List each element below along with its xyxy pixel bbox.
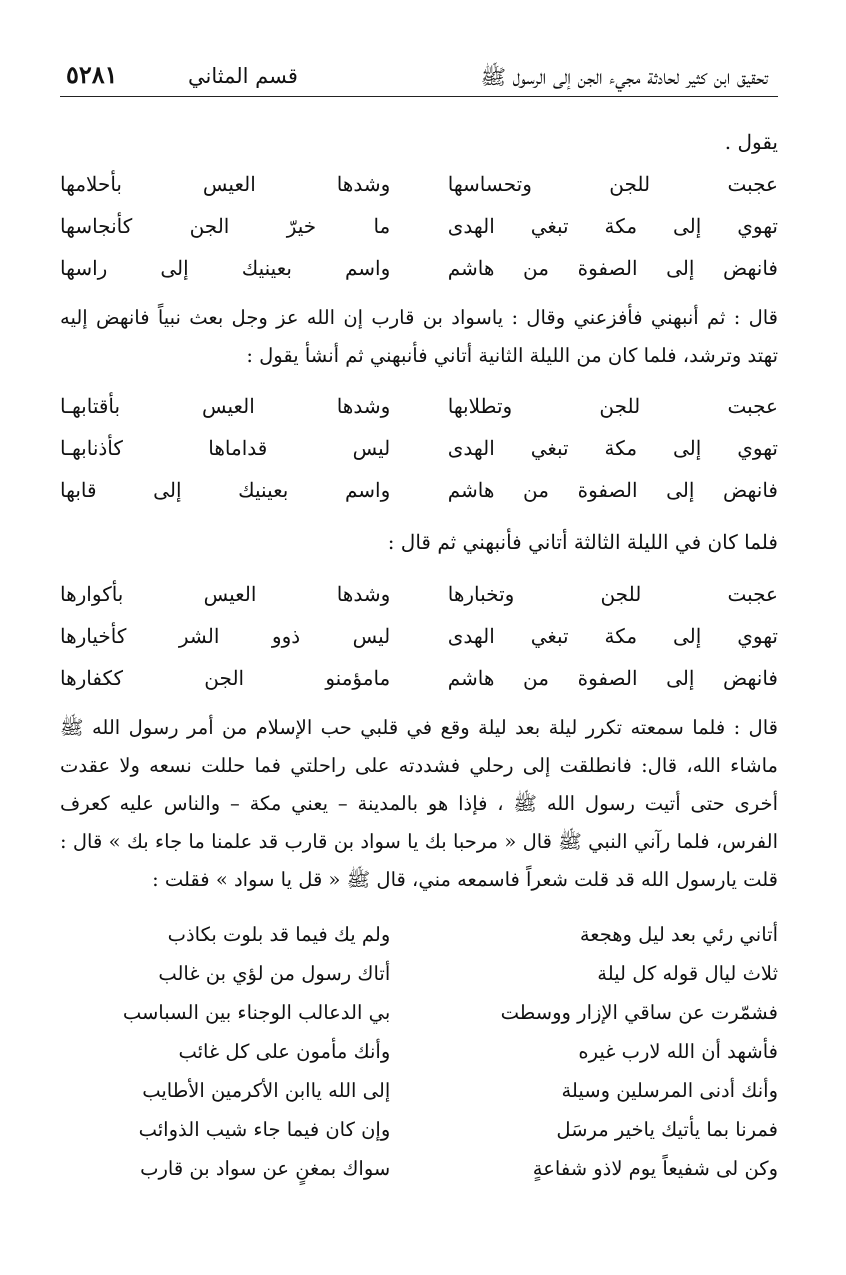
poem-verse: [60, 915, 778, 954]
running-header: [60, 54, 778, 97]
poem-verse: [60, 1071, 778, 1110]
verse-first-hemistich: وأنك أدنى المرسلين وسيلة: [561, 1079, 778, 1102]
verse-second-hemistich: بي الدعالب الوجناء بين السباسب: [122, 1001, 391, 1024]
verse-second-hemistich: وشدها العيس بأكوارها: [60, 582, 391, 606]
poem-verse: [60, 1032, 778, 1071]
poem-verse: [60, 993, 778, 1032]
verse-first-hemistich: فانهض إلى الصفوة من هاشم: [447, 256, 778, 280]
poem-4: [60, 915, 778, 1188]
verse-first-hemistich: فشمّرت عن ساقي الإزار ووسطت: [500, 1001, 778, 1024]
verse-first-hemistich: عجبت للجن وتحساسها: [447, 172, 778, 196]
verse-second-hemistich: مامؤمنو الجن ككفارها: [60, 666, 391, 690]
verse-second-hemistich: واسم بعينيك إلى قابها: [60, 478, 391, 502]
paragraph-text: قال : فلما سمعته تكرر ليلة بعد ليلة وقع في قلبي حب الإسلام من أمر رسول الله ﷺ ماشاء الله، قال: فانطلقت إلى رحلي فشددته على راحلتي فما حللت نسعه ولا عقدت أخرى حتى أتيت رسول الله ﷺ ، فإذا هو بالمدينة – يعني مكة – والناس عليه كعرف الفرس، فلما رآني النبي ﷺ قال « مرحبا بك يا سواد بن قارب قد علمنا ما جاء بك » قال : قلت يارسول الله قد قلت شعراً فاسمعه مني، قال ﷺ « قل يا سواد » فقلت :: [60, 716, 779, 891]
paragraph-1: [60, 299, 778, 375]
verse-first-hemistich: أتاني رئي بعد ليل وهجعة: [579, 923, 778, 946]
verse-second-hemistich: أتاك رسول من لؤي بن غالب: [158, 962, 391, 985]
poem-verse: [60, 427, 778, 469]
verse-second-hemistich: ليس ذوو الشر كأخيارها: [60, 624, 391, 648]
poem-verse: [60, 573, 778, 615]
header-title: تحقيق ابن كثير لحادثة مجيء الجن إلى الرسول ﷺ: [480, 65, 768, 89]
verse-second-hemistich: وأنك مأمون على كل غائب: [178, 1040, 391, 1063]
paragraph-3: [60, 709, 778, 899]
paragraph-text: قال : ثم أنبهني فأفزعني وقال : ياسواد بن قارب إن الله عز وجل بعث نبياً فانهض إليه تهتد وترشد، فلما كان من الليلة الثانية أتاني فأنبهني ثم أنشأ يقول :: [60, 306, 778, 367]
poem-verse: [60, 954, 778, 993]
header-section: قسم المثاني: [188, 64, 298, 88]
verse-second-hemistich: ما خيرّ الجن كأنجاسها: [60, 214, 391, 238]
verse-first-hemistich: فأشهد أن الله لارب غيره: [578, 1040, 778, 1063]
poem-verse: [60, 615, 778, 657]
poem-verse: [60, 1149, 778, 1188]
page-number: ٥٢٨١: [66, 60, 118, 89]
poem-verse: [60, 657, 778, 699]
poem-verse: [60, 247, 778, 289]
verse-first-hemistich: عجبت للجن وتطلابها: [447, 394, 778, 418]
poem-2: [60, 385, 778, 511]
poem-verse: [60, 1110, 778, 1149]
verse-first-hemistich: فانهض إلى الصفوة من هاشم: [447, 478, 778, 502]
verse-first-hemistich: فانهض إلى الصفوة من هاشم: [447, 666, 778, 690]
verse-second-hemistich: ليس قداماها كأذنابهـا: [60, 436, 391, 460]
verse-first-hemistich: عجبت للجن وتخبارها: [447, 582, 778, 606]
verse-first-hemistich: تهوي إلى مكة تبغي الهدى: [447, 214, 778, 238]
verse-second-hemistich: إلى الله ياابن الأكرمين الأطايب: [142, 1079, 391, 1102]
paragraph-2: فلما كان في الليلة الثالثة أتاني فأنبهني ثم قال :: [387, 530, 778, 554]
verse-first-hemistich: تهوي إلى مكة تبغي الهدى: [447, 624, 778, 648]
verse-first-hemistich: ثلاث ليال قوله كل ليلة: [597, 962, 778, 985]
poem-verse: [60, 385, 778, 427]
verse-second-hemistich: وشدها العيس بأحلامها: [60, 172, 391, 196]
verse-second-hemistich: وشدها العيس بأقتابهـا: [60, 394, 391, 418]
intro-line: يقول .: [724, 130, 778, 154]
verse-second-hemistich: ولم يك فيما قد بلوت بكاذب: [167, 923, 391, 946]
poem-1: [60, 163, 778, 289]
poem-verse: [60, 205, 778, 247]
verse-second-hemistich: سواك بمغنٍ عن سواد بن قارب: [140, 1157, 391, 1180]
verse-second-hemistich: وإن كان فيما جاء شيب الذوائب: [138, 1118, 391, 1141]
poem-verse: [60, 163, 778, 205]
verse-second-hemistich: واسم بعينيك إلى راسها: [60, 256, 391, 280]
verse-first-hemistich: تهوي إلى مكة تبغي الهدى: [447, 436, 778, 460]
poem-3: [60, 573, 778, 699]
verse-first-hemistich: فمرنا بما يأتيك ياخير مرسَل: [556, 1118, 778, 1141]
verse-first-hemistich: وكن لى شفيعاً يوم لاذو شفاعةٍ: [532, 1157, 778, 1180]
poem-verse: [60, 469, 778, 511]
